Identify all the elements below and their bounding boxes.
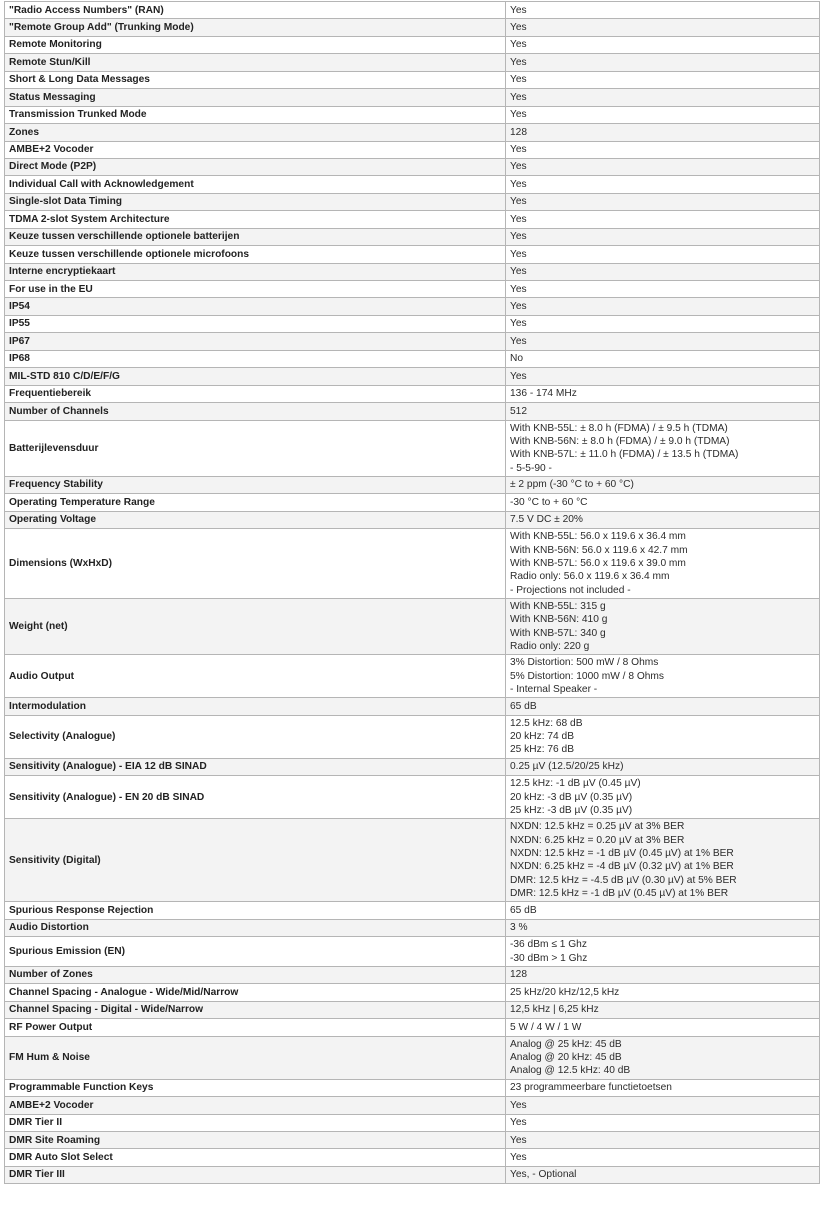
spec-value-line: Yes [510,335,527,347]
spec-row [5,71,820,88]
spec-row [5,89,820,106]
spec-value-line: 3% Distortion: 500 mW / 8 Ohms [510,657,659,669]
spec-value [506,698,820,715]
spec-value [506,315,820,332]
spec-value-line: With KNB-57L: ± 11.0 h (FDMA) / ± 13.5 h (TDMA) [510,449,739,461]
spec-value-line: Yes [510,1134,527,1146]
spec-row [5,281,820,298]
spec-value [506,1001,820,1018]
spec-value [506,158,820,175]
spec-value [506,1166,820,1183]
spec-value [506,19,820,36]
spec-label: DMR Tier III [5,1166,506,1183]
spec-label: Frequency Stability [5,476,506,493]
spec-row [5,715,820,758]
spec-value [506,298,820,315]
spec-value-line: Yes [510,109,527,121]
spec-row [5,1079,820,1096]
spec-label: "Remote Group Add" (Trunking Mode) [5,19,506,36]
spec-label: Operating Voltage [5,511,506,528]
spec-row [5,420,820,476]
spec-value-line: Analog @ 12.5 kHz: 40 dB [510,1065,631,1077]
spec-label: MIL-STD 810 C/D/E/F/G [5,368,506,385]
spec-row [5,902,820,919]
spec-value [506,141,820,158]
spec-value-line: Yes [510,213,527,225]
spec-label: RF Power Output [5,1019,506,1036]
spec-value-line: With KNB-57L: 340 g [510,627,606,639]
spec-label: Keuze tussen verschillende optionele microfoons [5,246,506,263]
spec-row [5,1166,820,1183]
spec-value-line: Yes [510,283,527,295]
spec-value-line: -36 dBm ≤ 1 Ghz [510,939,587,951]
spec-value [506,1149,820,1166]
spec-value [506,106,820,123]
spec-value-line: Yes [510,56,527,68]
spec-value-line: 12.5 kHz: -1 dB µV (0.45 µV) [510,778,641,790]
spec-value-line: DMR: 12.5 kHz = -4.5 dB µV (0.30 µV) at 5% BER [510,874,737,886]
spec-row [5,819,820,902]
spec-value-line: 23 programmeerbare functietoetsen [510,1082,672,1094]
spec-value-line: Yes, - Optional [510,1169,577,1181]
spec-label: DMR Auto Slot Select [5,1149,506,1166]
spec-value-line: With KNB-55L: ± 8.0 h (FDMA) / ± 9.5 h (TDMA) [510,422,728,434]
spec-value-line: 3 % [510,922,528,934]
spec-row [5,246,820,263]
spec-row [5,298,820,315]
spec-label: Batterijlevensduur [5,420,506,476]
spec-row [5,19,820,36]
spec-row [5,937,820,967]
spec-label: Audio Output [5,655,506,698]
spec-value [506,124,820,141]
spec-value [506,598,820,654]
spec-value [506,1079,820,1096]
spec-value [506,776,820,819]
spec-label: Direct Mode (P2P) [5,158,506,175]
spec-row [5,263,820,280]
spec-label: IP68 [5,350,506,367]
spec-row [5,193,820,210]
spec-value [506,1097,820,1114]
spec-row [5,158,820,175]
spec-row [5,315,820,332]
spec-value [506,937,820,967]
spec-row [5,141,820,158]
spec-row [5,1097,820,1114]
spec-value [506,1036,820,1079]
spec-value-line: NXDN: 12.5 kHz = 0.25 µV at 3% BER [510,821,685,833]
spec-row [5,984,820,1001]
spec-value-line: -30 dBm > 1 Ghz [510,952,588,964]
spec-row [5,1036,820,1079]
spec-value [506,819,820,902]
spec-row [5,124,820,141]
spec-value [506,655,820,698]
spec-value-line: No [510,353,524,365]
spec-value [506,758,820,775]
spec-label: IP67 [5,333,506,350]
spec-row [5,1019,820,1036]
spec-value [506,715,820,758]
spec-row [5,385,820,402]
spec-value-line: 65 dB [510,700,537,712]
spec-row [5,106,820,123]
spec-row [5,368,820,385]
spec-value-line: Yes [510,74,527,86]
spec-value-line: Yes [510,231,527,243]
spec-label: For use in the EU [5,281,506,298]
spec-value [506,2,820,19]
spec-label: "Radio Access Numbers" (RAN) [5,2,506,19]
spec-label: Single-slot Data Timing [5,193,506,210]
spec-value-line: Yes [510,196,527,208]
spec-value [506,71,820,88]
spec-value-line: Yes [510,1099,527,1111]
spec-label: Individual Call with Acknowledgement [5,176,506,193]
spec-value [506,263,820,280]
spec-label: Operating Temperature Range [5,494,506,511]
spec-label: AMBE+2 Vocoder [5,1097,506,1114]
spec-value [506,89,820,106]
spec-value-line: Yes [510,266,527,278]
spec-row [5,776,820,819]
spec-label: Short & Long Data Messages [5,71,506,88]
spec-value-line: 20 kHz: -3 dB µV (0.35 µV) [510,791,633,803]
spec-value-line: DMR: 12.5 kHz = -1 dB µV (0.45 µV) at 1% BER [510,887,729,899]
spec-value [506,211,820,228]
spec-label: Frequentiebereik [5,385,506,402]
spec-value-line: With KNB-56N: ± 8.0 h (FDMA) / ± 9.0 h (TDMA) [510,435,730,447]
spec-value-line: Yes [510,144,527,156]
spec-value-line: With KNB-55L: 56.0 x 119.6 x 36.4 mm [510,531,686,543]
spec-row [5,529,820,599]
spec-label: Sensitivity (Digital) [5,819,506,902]
spec-label: IP55 [5,315,506,332]
spec-value [506,919,820,936]
spec-label: Channel Spacing - Digital - Wide/Narrow [5,1001,506,1018]
spec-label: IP54 [5,298,506,315]
spec-value-line: 512 [510,405,527,417]
spec-row [5,476,820,493]
spec-value-line: Yes [510,4,527,16]
spec-label: Dimensions (WxHxD) [5,529,506,599]
spec-value-line: Yes [510,318,527,330]
spec-label: Transmission Trunked Mode [5,106,506,123]
spec-label: FM Hum & Noise [5,1036,506,1079]
spec-value [506,281,820,298]
spec-row [5,511,820,528]
spec-value-line: 0.25 µV (12.5/20/25 kHz) [510,761,624,773]
spec-value-line: 20 kHz: 74 dB [510,731,574,743]
spec-value [506,1019,820,1036]
spec-value [506,54,820,71]
spec-row [5,598,820,654]
spec-value [506,228,820,245]
spec-label: Status Messaging [5,89,506,106]
spec-value [506,350,820,367]
spec-row [5,1114,820,1131]
spec-value-line: 136 - 174 MHz [510,388,577,400]
spec-value-line: 25 kHz: 76 dB [510,744,574,756]
spec-value-line: 5% Distortion: 1000 mW / 8 Ohms [510,670,664,682]
spec-value [506,420,820,476]
spec-label: Selectivity (Analogue) [5,715,506,758]
specifications-table-body [5,2,820,1184]
spec-row [5,350,820,367]
spec-label: Zones [5,124,506,141]
spec-row [5,1149,820,1166]
spec-value-line: 25 kHz/20 kHz/12,5 kHz [510,986,620,998]
spec-value [506,333,820,350]
spec-value-line: Yes [510,300,527,312]
spec-value-line: Yes [510,91,527,103]
spec-value-line: Yes [510,1151,527,1163]
spec-label: Number of Zones [5,966,506,983]
spec-row [5,54,820,71]
spec-value [506,403,820,420]
spec-value-line: Yes [510,370,527,382]
specifications-table [4,1,820,1184]
spec-row [5,2,820,19]
spec-value-line: 65 dB [510,904,537,916]
spec-label: Weight (net) [5,598,506,654]
spec-row [5,36,820,53]
spec-value-line: Radio only: 56.0 x 119.6 x 36.4 mm [510,571,670,583]
spec-value-line: With KNB-56N: 56.0 x 119.6 x 42.7 mm [510,544,688,556]
spec-label: TDMA 2-slot System Architecture [5,211,506,228]
spec-label: Channel Spacing - Analogue - Wide/Mid/Narrow [5,984,506,1001]
spec-value-line: NXDN: 12.5 kHz = -1 dB µV (0.45 µV) at 1% BER [510,847,734,859]
spec-value [506,246,820,263]
spec-label: Interne encryptiekaart [5,263,506,280]
spec-label: AMBE+2 Vocoder [5,141,506,158]
spec-value-line: Yes [510,1117,527,1129]
spec-label: Number of Channels [5,403,506,420]
spec-row [5,333,820,350]
spec-value-line: - Internal Speaker - [510,683,598,695]
spec-row [5,176,820,193]
spec-row [5,758,820,775]
spec-label: Remote Monitoring [5,36,506,53]
spec-label: Spurious Response Rejection [5,902,506,919]
spec-row [5,1131,820,1148]
spec-row [5,403,820,420]
spec-row [5,494,820,511]
spec-value [506,966,820,983]
spec-value-line: Radio only: 220 g [510,640,590,652]
spec-label: Remote Stun/Kill [5,54,506,71]
spec-value [506,511,820,528]
spec-value [506,385,820,402]
spec-label: Audio Distortion [5,919,506,936]
spec-value-line: 12,5 kHz | 6,25 kHz [510,1004,599,1016]
spec-value-line: - 5-5-90 - [510,462,552,474]
spec-value-line: 5 W / 4 W / 1 W [510,1021,582,1033]
spec-row [5,655,820,698]
spec-value-line: Yes [510,39,527,51]
spec-value-line: With KNB-55L: 315 g [510,600,606,612]
spec-value [506,176,820,193]
spec-value [506,476,820,493]
spec-label: Keuze tussen verschillende optionele batterijen [5,228,506,245]
spec-value-line: With KNB-57L: 56.0 x 119.6 x 39.0 mm [510,557,686,569]
spec-value-line: 12.5 kHz: 68 dB [510,717,583,729]
spec-value [506,529,820,599]
spec-value-line: Yes [510,178,527,190]
spec-label: Sensitivity (Analogue) - EIA 12 dB SINAD [5,758,506,775]
spec-value-line: Yes [510,248,527,260]
spec-label: DMR Tier II [5,1114,506,1131]
spec-value [506,494,820,511]
spec-value-line: Analog @ 20 kHz: 45 dB [510,1051,622,1063]
spec-value-line: 128 [510,969,527,981]
spec-row [5,966,820,983]
spec-value [506,1131,820,1148]
spec-value-line: NXDN: 6.25 kHz = -4 dB µV (0.32 µV) at 1% BER [510,861,734,873]
spec-value-line: - Projections not included - [510,584,631,596]
spec-label: Programmable Function Keys [5,1079,506,1096]
spec-value [506,36,820,53]
spec-row [5,228,820,245]
spec-value [506,902,820,919]
spec-value-line: Analog @ 25 kHz: 45 dB [510,1038,622,1050]
spec-value [506,984,820,1001]
spec-value-line: Yes [510,161,527,173]
spec-value-line: 128 [510,126,527,138]
spec-label: DMR Site Roaming [5,1131,506,1148]
spec-value-line: NXDN: 6.25 kHz = 0.20 µV at 3% BER [510,834,685,846]
spec-value-line: ± 2 ppm (-30 °C to + 60 °C) [510,479,634,491]
spec-label: Sensitivity (Analogue) - EN 20 dB SINAD [5,776,506,819]
spec-value-line: -30 °C to + 60 °C [510,496,588,508]
spec-value-line: Yes [510,21,527,33]
spec-value [506,368,820,385]
spec-value-line: 25 kHz: -3 dB µV (0.35 µV) [510,804,633,816]
spec-value [506,1114,820,1131]
spec-row [5,698,820,715]
spec-label: Spurious Emission (EN) [5,937,506,967]
spec-row [5,919,820,936]
spec-value-line: 7.5 V DC ± 20% [510,514,583,526]
spec-value [506,193,820,210]
spec-row [5,1001,820,1018]
spec-label: Intermodulation [5,698,506,715]
spec-value-line: With KNB-56N: 410 g [510,614,608,626]
spec-row [5,211,820,228]
